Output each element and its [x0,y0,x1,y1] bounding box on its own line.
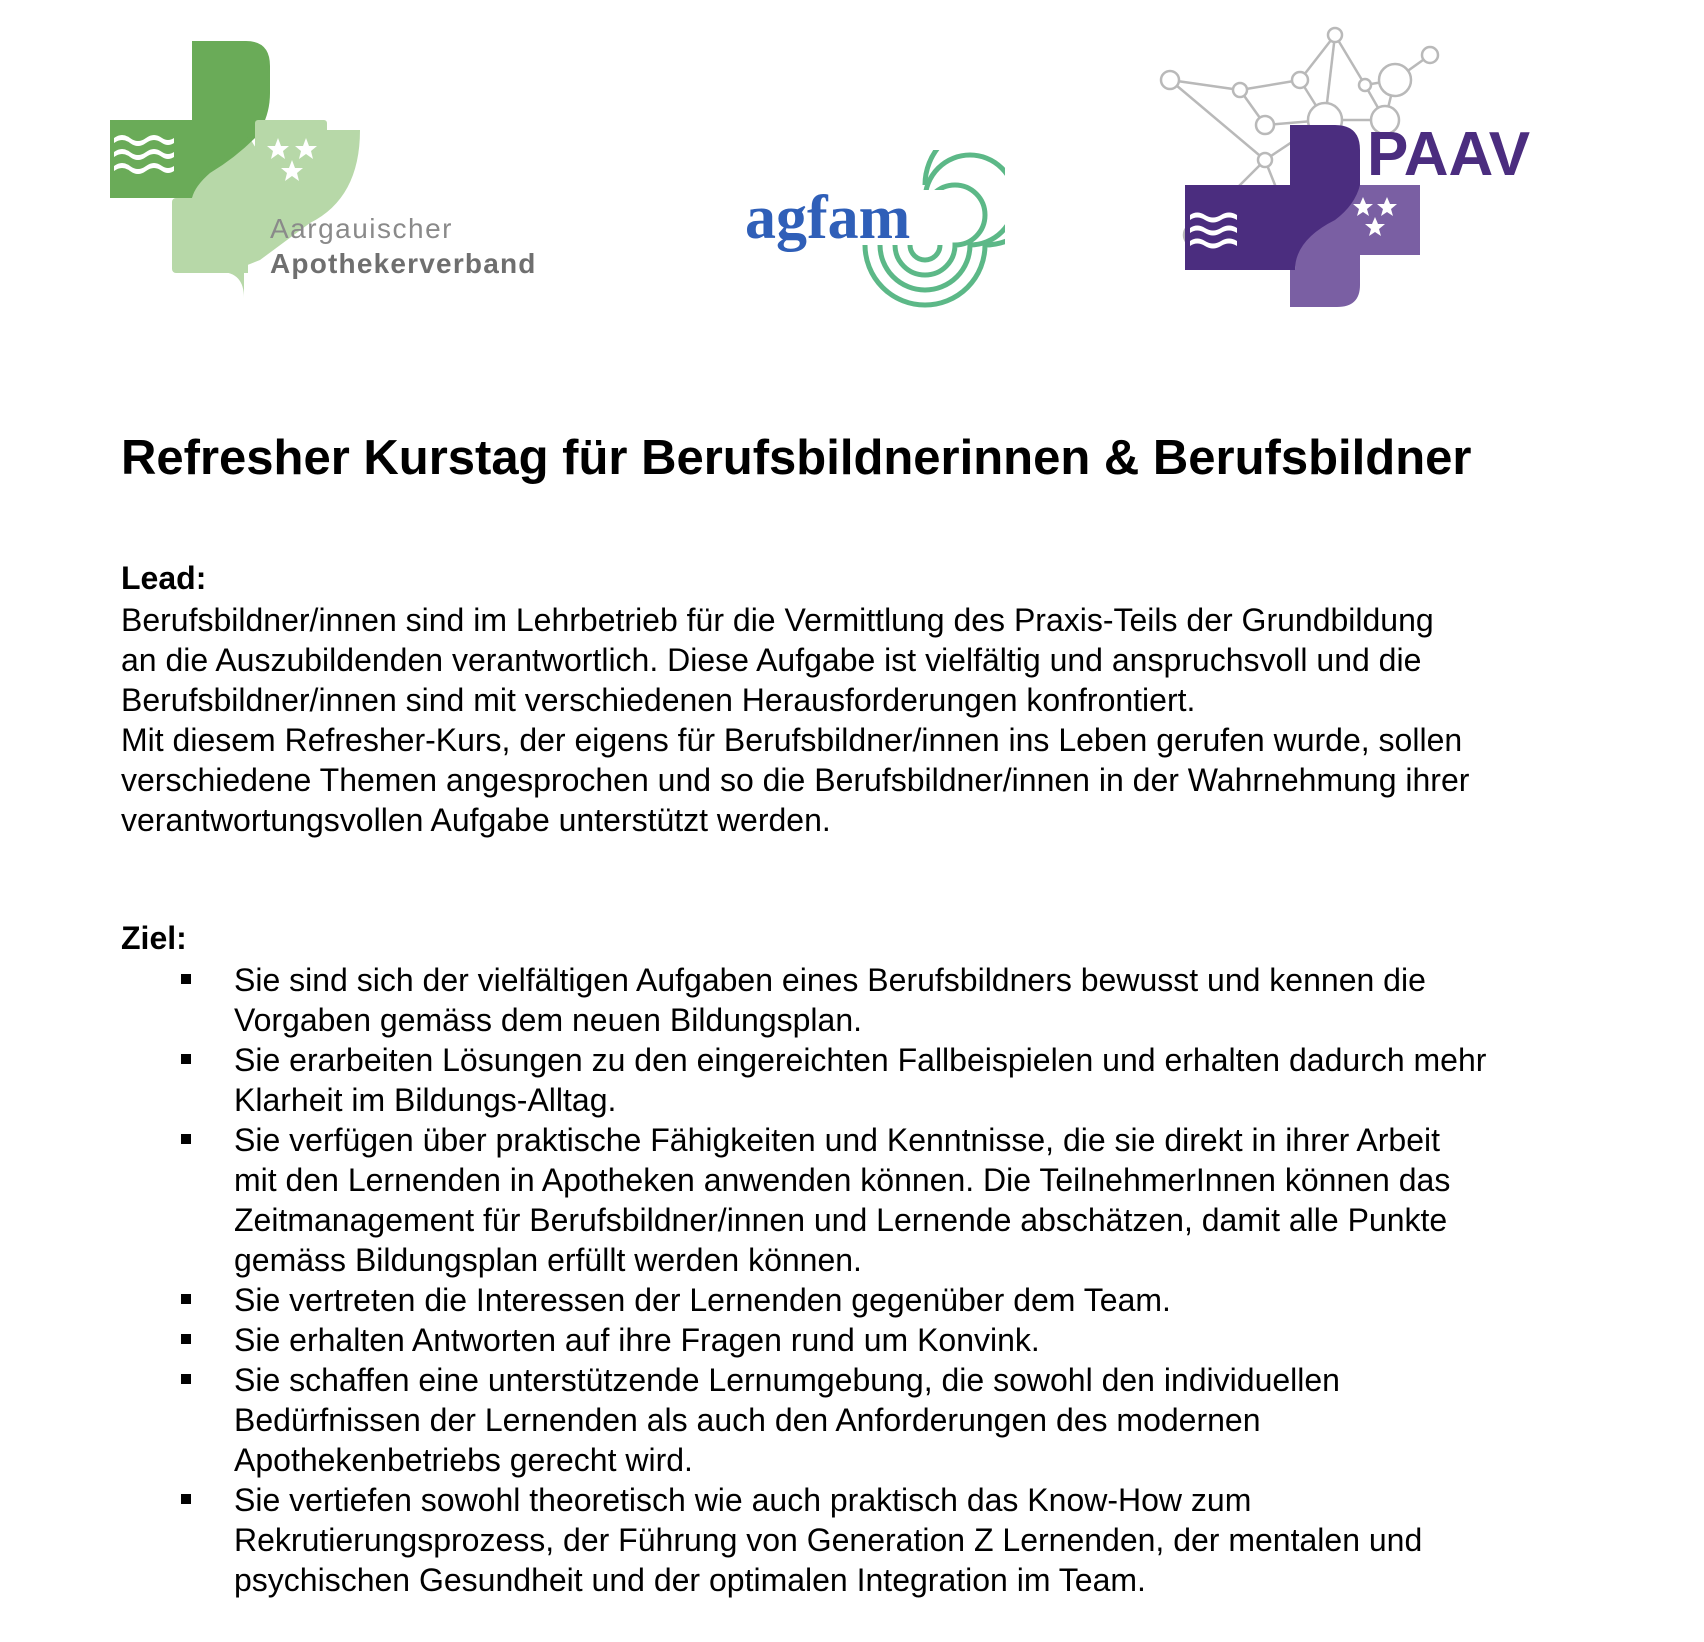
aav-logo-line2: Apothekerverband [270,248,537,279]
goal-text: Sie vertiefen sowohl theoretisch wie auch praktisch das Know-How zum Rekrutierungsprozess, der Führung von Generation Z Lernenden, der mentalen und psychischen Gesundheit und der optimalen Integration im Team. [234,1482,1423,1598]
goal-text: Sie erarbeiten Lösungen zu den eingereichten Fallbeispielen und erhalten dadurch mehr Klarheit im Bildungs-Alltag. [234,1042,1487,1118]
square-bullet-icon [181,974,191,984]
goal-text: Sie sind sich der vielfältigen Aufgaben eines Berufsbildners bewusst und kennen die Vorgaben gemäss dem neuen Bildungsplan. [234,962,1426,1038]
goal-item [0,1280,1704,1320]
agfam-logo [745,150,1005,325]
lead-line: Berufsbildner/innen sind im Lehrbetrieb für die Vermittlung des Praxis-Teils der Grundbildung [121,602,1434,638]
square-bullet-icon [181,1054,191,1064]
goal-item [0,1320,1704,1360]
goal-text: Sie vertreten die Interessen der Lernenden gegenüber dem Team. [234,1282,1171,1318]
paav-logo-text: PAAV [1367,120,1531,189]
lead-line: verantwortungsvollen Aufgabe unterstützt werden. [121,802,831,838]
lead-paragraph [121,600,1661,840]
lead-line: Mit diesem Refresher-Kurs, der eigens für Berufsbildner/innen ins Leben gerufen wurde, sollen [121,722,1463,758]
paav-logo [1145,25,1615,330]
lead-line: Berufsbildner/innen sind mit verschiedenen Herausforderungen konfrontiert. [121,682,1196,718]
square-bullet-icon [181,1134,191,1144]
goal-item [0,1120,1704,1280]
aav-logo-line1: Aargauischer [270,213,453,244]
agfam-logo-text: agfam [745,184,911,252]
lead-line: verschiedene Themen angesprochen und so die Berufsbildner/innen in der Wahrnehmung ihrer [121,762,1470,798]
goal-item [0,960,1704,1040]
document-title: Refresher Kurstag für Berufsbildnerinnen & Berufsbildner [121,431,1472,485]
square-bullet-icon [181,1334,191,1344]
aargau-pharmacy-cross-icon [110,38,610,308]
square-bullet-icon [181,1294,191,1304]
lead-heading: Lead: [121,560,207,596]
goal-text: Sie schaffen eine unterstützende Lernumgebung, die sowohl den individuellen Bedürfnissen der Lernenden als auch den Anforderungen des modernen Apothekenbetriebs gerecht wird. [234,1362,1340,1478]
goal-item [0,1480,1704,1600]
goal-item [0,1360,1704,1480]
goal-text: Sie erhalten Antworten auf ihre Fragen rund um Konvink. [234,1322,1040,1358]
ziel-heading: Ziel: [121,920,187,956]
agfam-spiral-icon [745,150,1005,325]
aargauischer-apothekerverband-logo [110,38,610,308]
lead-line: an die Auszubildenden verantwortlich. Diese Aufgabe ist vielfältig und anspruchsvoll und die [121,642,1422,678]
paav-network-cross-icon [1145,25,1615,330]
square-bullet-icon [181,1374,191,1384]
goal-item [0,1040,1704,1120]
goals-list [0,960,1704,1600]
goal-text: Sie verfügen über praktische Fähigkeiten und Kenntnisse, die sie direkt in ihrer Arbeit mit den Lernenden in Apotheken anwenden können. Die TeilnehmerInnen können das Zeitmanagement für Berufsbildner/innen und Lernende abschätzen, damit alle Punkte gemäss Bildungsplan erfüllt werden können. [234,1122,1451,1278]
square-bullet-icon [181,1494,191,1504]
